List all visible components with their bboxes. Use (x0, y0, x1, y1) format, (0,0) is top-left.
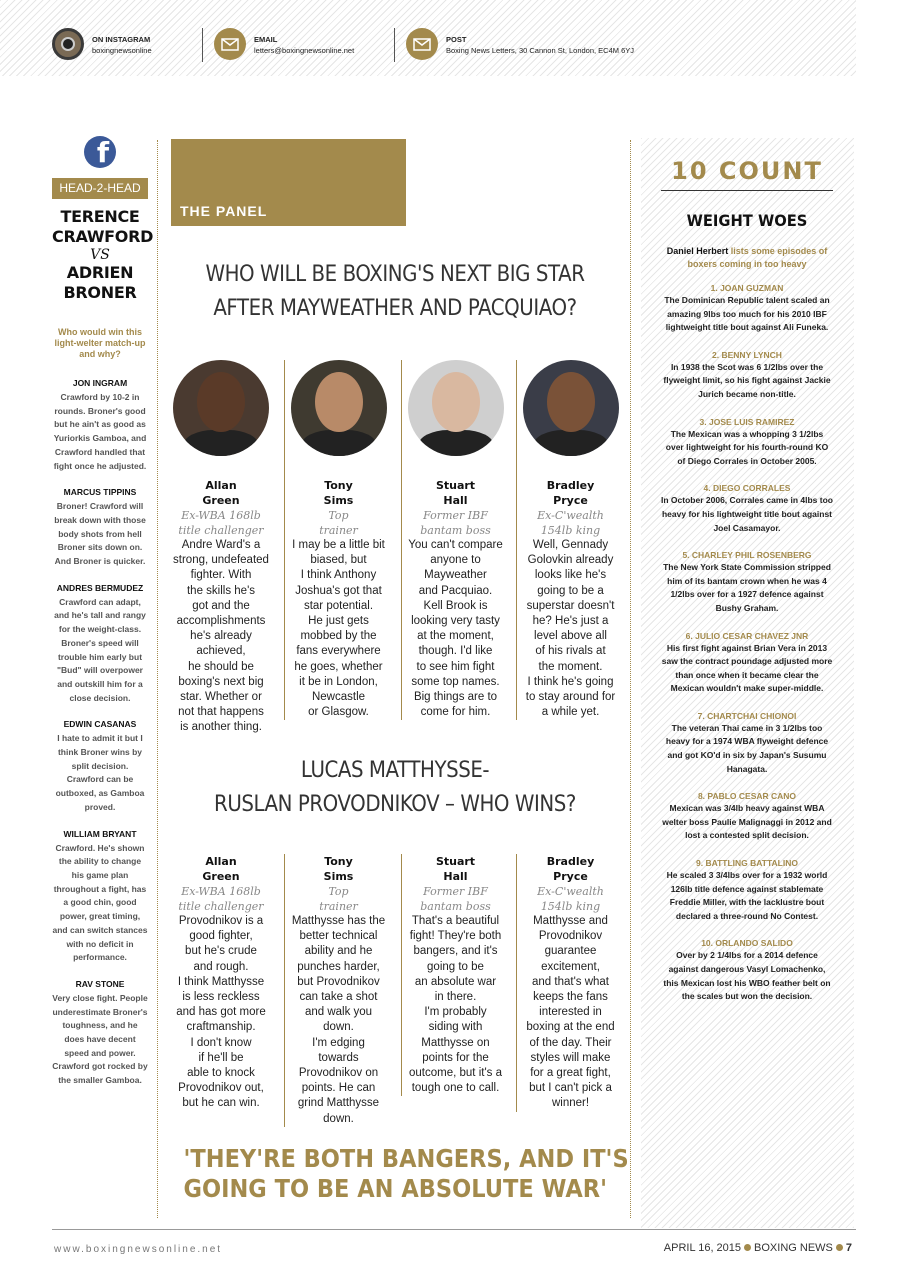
panelist-answer-line: fans everywhere (296, 645, 381, 658)
panelist-answer-line: he's already (190, 630, 252, 643)
fighter1-first: TERENCE (60, 207, 140, 226)
panelist-role: Ex-WBA 168lb (181, 885, 261, 898)
panelist-answer-line: interested in (539, 1006, 602, 1019)
panelist-answer-line: I think he's going (527, 675, 614, 688)
issue-date: APRIL 16, 2015 (663, 1242, 742, 1254)
ten-count-item-head: 8. PABLO CESAR CANO (697, 791, 797, 802)
panelist-answer-line: excitement, (541, 960, 600, 973)
panelist-name: Allan (205, 855, 237, 868)
instagram-icon (52, 28, 84, 60)
panelist-answer-line: keeps the fans (533, 991, 608, 1004)
ten-count-item-head: 9. BATTLING BATTALINO (696, 858, 798, 869)
panelist-role: Ex-C'wealth (537, 509, 604, 522)
question-2-line: RUSLAN PROVODNIKOV – WHO WINS? (214, 792, 576, 817)
panelist-answer-line: styles will make (530, 1051, 611, 1064)
panelist-role: Ex-C'wealth (537, 885, 604, 898)
panelist-answer-line: if he'll be (198, 1051, 244, 1064)
question-2 (184, 754, 607, 822)
reader-name: WILLIAM BRYANT (63, 828, 137, 839)
panelist-name: Pryce (553, 870, 588, 883)
ten-count-item-head: 4. DIEGO CORRALES (703, 483, 791, 494)
panelist-role: title challenger (178, 900, 264, 913)
reader-name: RAV STONE (75, 978, 125, 989)
ten-count-item-head: 10. ORLANDO SALIDO (701, 938, 793, 949)
panelist-role: bantam boss (420, 900, 491, 913)
panelist-answer-line: guarantee (544, 945, 597, 958)
panelist-column (167, 854, 275, 1112)
panelist-role: Top (328, 509, 349, 522)
panelist-role: Former IBF (423, 509, 488, 522)
panelist-name: Pryce (553, 494, 588, 507)
reader-text: Very close fight. People underestimate Broner's toughness, and he does have decent speed and power. Crawford got rocked by the smaller Gamboa. (52, 992, 148, 1086)
panelist-answer-line: grind Matthysse (297, 1097, 380, 1110)
ten-count-item (661, 416, 833, 469)
panelist-answer-line: better technical (299, 930, 378, 943)
panelist-answer-line: but he's crude (185, 945, 257, 958)
panelist-column (401, 854, 509, 1096)
ten-count-item-text: The New York State Commission stripped him of its bantam crown when he was 4 1/2lbs over for a 1927 defence against Bushy Graham. (663, 562, 831, 613)
panelist-answer-line: I may be a little bit (292, 539, 385, 551)
panelist-answer-line: able to knock (187, 1067, 255, 1080)
reader-answer (52, 719, 148, 814)
panelist-answer-line: Matthysse on (421, 1036, 490, 1049)
question-1-line: WHO WILL BE BOXING'S NEXT BIG STAR (205, 262, 585, 287)
ten-count-item (661, 710, 833, 776)
instagram-handle[interactable]: boxingnewsonline (92, 46, 152, 55)
ten-count-item-head: 5. CHARLEY PHIL ROSENBERG (682, 550, 812, 561)
ten-count-item-text: The Mexican was a whopping 3 1/2lbs over lightweight for his fourth-round KO of Diego Corrales in October 2005. (665, 428, 829, 466)
panelist-answer-line: is less reckless (182, 991, 260, 1004)
panelist-answer-line: winner! (551, 1097, 590, 1110)
panelist-answer-line: Provodnikov (538, 930, 603, 943)
panelist-answer-line: fight! They're both (409, 930, 502, 943)
panelist-answer-line: Big things are to (413, 691, 498, 704)
panelist-answer-line: looks like he's (534, 569, 607, 582)
footer-url[interactable]: www.boxingnewsonline.net (54, 1244, 223, 1255)
panelist-name: Bradley (546, 855, 595, 868)
panelist-name: Hall (443, 870, 468, 883)
fighter2-first: ADRIEN (66, 263, 134, 282)
panelist-name: Green (202, 870, 240, 883)
panelist-answer-line: superstar doesn't (526, 599, 615, 612)
panelist-answer-line: star potential. (303, 599, 374, 612)
ten-count-item (661, 790, 833, 843)
panelist-column (401, 360, 509, 720)
pull-quote-line: GOING TO BE AN ABSOLUTE WAR' (183, 1174, 608, 1203)
panelist-answer-line: it be in London, (299, 675, 378, 688)
panelist-answer-line: I think Anthony (300, 569, 377, 582)
panelist-answer-line: Andre Ward's a (181, 539, 261, 551)
panelist-name: Sims (323, 494, 354, 507)
page-info (664, 1242, 852, 1254)
panelist-answer-line: punches harder, (297, 960, 380, 973)
panelist-column (516, 854, 624, 1112)
panelist-answer-line: can take a shot (299, 991, 378, 1004)
panelist-answer-line: of the day. Their (529, 1036, 612, 1049)
panelist-answer-line: Provodnikov is a (178, 915, 264, 927)
question-1 (184, 258, 607, 326)
panelist-answer-line: got and the (192, 599, 250, 612)
panelist-answer-line: star. Whether or (180, 691, 262, 704)
ten-count-item-text: In 1938 the Scot was 6 1/2lbs over the flyweight limit, so his fight against Jackie Jurich became non-title. (663, 361, 831, 399)
reader-answers (52, 378, 148, 1088)
question-1-line: AFTER MAYWEATHER AND PACQUIAO? (213, 296, 577, 321)
panelist-answer-line: is another thing. (180, 721, 262, 734)
ten-count-title: 10 COUNT (661, 156, 833, 191)
panelist-answer-line: of his rivals at (535, 645, 606, 658)
ten-count-item-text: In October 2006, Corrales came in 4lbs too heavy for his lightweight title bout against Joel Casamayor. (661, 495, 833, 533)
panelist-answer-line: I don't know (190, 1036, 252, 1049)
panelist-answer-line: I'm edging (312, 1036, 365, 1049)
footer-rule (52, 1229, 856, 1230)
intro-text: lists some episodes of boxers coming in too heavy (687, 246, 828, 269)
post-label: POST (446, 35, 467, 44)
ten-count-item-text: He scaled 3 3/4lbs over for a 1932 world 126lb title defence against stablemate Freddie Miller, with the lacklustre bout declared a three-round No Contest. (666, 870, 828, 921)
panelist-name: Stuart (435, 855, 476, 868)
contact-bar (0, 0, 856, 76)
panelist-answer-line: the skills he's (186, 584, 256, 597)
panelist-answer-line: and Pacquiao. (418, 584, 493, 597)
panelist-photo (291, 360, 387, 456)
head-2-head-column (52, 136, 154, 1102)
head-2-head-tag: HEAD-2-HEAD (52, 178, 148, 199)
panelist-answer-line: towards (318, 1051, 359, 1064)
panelist-answer-line: down. (323, 1112, 354, 1125)
panelist-answer-line: down. (323, 1021, 354, 1034)
panelist-name: Bradley (546, 479, 595, 492)
question-2-line: LUCAS MATTHYSSE- (300, 758, 490, 783)
panelist-role: Ex-WBA 168lb (181, 509, 261, 522)
instagram-contact (52, 28, 152, 60)
post-icon (406, 28, 438, 60)
email-icon (214, 28, 246, 60)
pull-quote-line: 'THEY'RE BOTH BANGERS, AND IT'S (183, 1144, 629, 1173)
panelist-name: Tony (324, 855, 353, 868)
panelist-answer-line: tough one to call. (411, 1082, 500, 1095)
panel-header (171, 139, 406, 226)
panelist-answer-line: points for the (422, 1051, 489, 1064)
panelist-answer-line: but he can win. (182, 1097, 260, 1110)
ten-count-item-head: 7. CHARTCHAI CHIONOI (697, 710, 797, 721)
panelist-column (167, 360, 275, 736)
panelist-name: Tony (324, 479, 353, 492)
panelist-name: Hall (443, 494, 468, 507)
ten-count-item-head: 2. BENNY LYNCH (712, 349, 782, 360)
panelist-answer-line: Mayweather (424, 569, 487, 582)
panelist-answer-line: or Glasgow. (308, 706, 369, 719)
panelist-answer-line: Kell Brook is (423, 599, 488, 612)
panelist-answer-line: Well, Gennady (532, 539, 609, 551)
head-2-head-question: Who would win this light-welter match-up and why? (54, 327, 146, 359)
ten-count-item-head: 3. JOSE LUIS RAMIREZ (699, 416, 795, 427)
panelist-answer-line: boxing's next big (178, 675, 264, 688)
panelist-name: Green (202, 494, 240, 507)
panelist-answer-line: Matthysse and (533, 915, 608, 927)
panelist-answer-line: You can't compare (408, 539, 503, 551)
panelist-answer-line: some top names. (411, 675, 500, 688)
panelist-role: bantam boss (420, 524, 491, 537)
panelist-answer-line: Matthysse has the (291, 915, 386, 927)
panelist-answer-line: craftmanship. (186, 1021, 256, 1034)
panelist-answer-line: mobbed by the (300, 630, 377, 643)
author-name: Daniel Herbert (666, 246, 729, 256)
reader-answer (52, 979, 148, 1088)
page-number: 7 (845, 1242, 852, 1254)
reader-name: ANDRES BERMUDEZ (56, 582, 144, 593)
magazine-name: BOXING NEWS (754, 1242, 833, 1254)
panelist-name: Stuart (435, 479, 476, 492)
panelist-role: 154lb king (540, 900, 601, 913)
panelist-answer-line: going to be a (537, 584, 604, 597)
ten-count-sidebar (641, 138, 854, 1228)
panelist-answer-line: achieved, (196, 645, 246, 658)
ten-count-item (661, 282, 833, 335)
panelist-answer-line: anyone to (430, 554, 481, 567)
weight-woes-title: WEIGHT WOES (686, 211, 808, 230)
panelist-answer-line: he should be (188, 660, 254, 673)
email-contact (214, 28, 354, 60)
reader-text: I hate to admit it but I think Broner wins by split decision. Crawford can be outboxed, as Gamboa proved. (55, 733, 145, 812)
panelist-answer-line: Joshua's got that (295, 584, 382, 597)
reader-text: Crawford by 10-2 in rounds. Broner's good but he ain't as good as Yuriorkis Gamboa, and Crawford handled that fight once he adjusted. (53, 392, 147, 471)
panelist-answer-line: and rough. (193, 960, 249, 973)
facebook-icon[interactable]: f (84, 136, 116, 168)
ten-count-item (661, 937, 833, 1003)
reader-name: MARCUS TIPPINS (63, 487, 137, 498)
vs-label: VS (90, 247, 110, 263)
ten-count-item (661, 482, 833, 535)
ten-count-item-text: The veteran Thai came in 3 1/2lbs too heavy for a 1974 WBA flyweight defence and got KO'd in six by Japan's Susumu Hanagata. (665, 722, 829, 774)
panelist-answer-line: come for him. (420, 706, 491, 719)
ten-count-item-text: Mexican was 3/4lb heavy against WBA welter boss Paulie Malignaggi in 2012 and lost a contested split decision. (662, 803, 832, 841)
reader-text: Broner! Crawford will break down with those body shots from hell Broner sits down on. And Broner is quicker. (54, 501, 146, 567)
panelist-answer-line: at the moment, (417, 630, 494, 643)
panelist-name: Allan (205, 479, 237, 492)
panelist-answer-line: That's a beautiful (411, 915, 500, 927)
panelist-answer-line: siding with (428, 1021, 483, 1034)
fighter1-last: CRAWFORD (52, 227, 154, 246)
panelist-answer-line: in there. (434, 991, 477, 1004)
ten-count-intro (661, 245, 833, 270)
ten-count-item-text: The Dominican Republic talent scaled an amazing 9lbs too much for his 2010 IBF lightweight title bout against Ali Funeka. (664, 295, 830, 333)
panelist-answer-line: an absolute war (414, 975, 497, 988)
ten-count-list (661, 282, 833, 1004)
panelist-answer-line: good fighter, (189, 930, 253, 943)
ten-count-item-text: His first fight against Brian Vera in 2013 saw the contract poundage adjusted more than once when it became clear the Mexican wouldn't make super-middle. (661, 642, 833, 694)
panelist-role: 154lb king (540, 524, 601, 537)
panelist-answer-line: to see him fight (416, 660, 495, 673)
panelist-answer-line: outcome, but it's a (409, 1067, 502, 1080)
panelist-answer-line: ability and he (304, 945, 373, 958)
panelist-answer-line: bangers, and it's (413, 945, 498, 958)
email-address[interactable]: letters@boxingnewsonline.net (254, 46, 355, 55)
panelist-role: Former IBF (423, 885, 488, 898)
panelist-answer-line: Newcastle (311, 691, 366, 704)
reader-text: Crawford. He's shown the ability to change his game plan throughout a fight, has a good chin, good power, great timing, and can switch stances with no deficit in performance. (52, 842, 148, 963)
ten-count-item (661, 857, 833, 923)
email-label: EMAIL (254, 35, 278, 44)
panelist-answer-line: looking very tasty (411, 615, 500, 628)
fighter2-last: BRONER (63, 283, 137, 302)
divider (157, 140, 158, 1218)
panelist-answer-line: boxing at the end (526, 1021, 615, 1034)
reader-text: Crawford can adapt, and he's tall and rangy for the weight-class. Broner's speed will trouble him early but "Bud" will overpower and outskill him for a close decision. (54, 596, 146, 703)
panelist-answer-line: and that's what (532, 975, 609, 988)
panelist-answer-line: fighter. With (190, 569, 252, 582)
reader-answer (52, 487, 148, 569)
ten-count-item-head: 6. JULIO CESAR CHAVEZ JNR (685, 630, 809, 641)
panelist-answer-line: but Provodnikov (297, 975, 380, 988)
panelist-answer-line: level above all (534, 630, 607, 643)
panelist-answer-line: he goes, whether (294, 660, 383, 673)
panelist-column (284, 360, 392, 720)
panelist-photo (173, 360, 269, 456)
panelist-role: title challenger (178, 524, 264, 537)
panelist-role: Top (328, 885, 349, 898)
reader-name: JON INGRAM (72, 378, 128, 388)
panelist-answer-line: but I can't pick a (529, 1082, 612, 1095)
panelist-answer-line: and has got more (176, 1006, 266, 1019)
panelist-answer-line: the moment. (538, 660, 603, 673)
ten-count-item (661, 349, 833, 402)
panelist-answer-line: He just gets (308, 615, 369, 628)
reader-answer (52, 583, 148, 706)
panelist-answer-line: strong, undefeated (173, 554, 269, 567)
pull-quote (183, 1144, 629, 1204)
panelist-answer-line: to stay around for (525, 691, 616, 704)
panelist-answer-line: a while yet. (541, 706, 600, 719)
post-contact (406, 28, 634, 60)
reader-name: EDWIN CASANAS (63, 719, 137, 730)
ten-count-item (661, 630, 833, 696)
divider (630, 140, 631, 1218)
panelist-answer-line: though. I'd like (418, 645, 493, 658)
ten-count-item-head: 1. JOAN GUZMAN (710, 283, 784, 293)
post-address: Boxing News Letters, 30 Cannon St, London, EC4M 6YJ (446, 46, 635, 55)
panelist-name: Sims (323, 870, 354, 883)
panelist-answer-line: accomplishments (176, 615, 266, 628)
panelist-answer-line: for a great fight, (530, 1067, 611, 1080)
ten-count-item-text: Over by 2 1/4lbs for a 2014 defence against dangerous Vasyl Lomachenko, this Mexican lost his WBO feather belt on the scales but won the decision. (663, 950, 831, 1002)
panelist-answer-line: I think Matthysse (177, 975, 265, 988)
panelist-answer-line: he? He's just a (532, 615, 609, 628)
panel-label: THE PANEL (180, 203, 268, 219)
panelist-answer-line: points. He can (301, 1082, 376, 1095)
instagram-label: ON INSTAGRAM (92, 35, 151, 44)
panelist-photo (523, 360, 619, 456)
panelist-answer-line: and walk you (304, 1006, 373, 1019)
panelist-answer-line: Provodnikov on (298, 1067, 379, 1080)
panelist-answer-line: biased, but (310, 554, 367, 567)
reader-answer (52, 829, 148, 965)
panelist-role: trainer (319, 524, 358, 537)
panelist-answer-line: Golovkin already (527, 554, 614, 567)
panelist-answer-line: I'm probably (424, 1006, 487, 1019)
panelist-photo (408, 360, 504, 456)
panelist-role: trainer (319, 900, 358, 913)
reader-answer (52, 378, 148, 473)
ten-count-item (661, 549, 833, 615)
panelist-answer-line: Provodnikov out, (178, 1082, 264, 1095)
panelist-column (516, 360, 624, 720)
panelist-answer-line: going to be (427, 960, 484, 973)
panelist-column (284, 854, 392, 1127)
panelist-answer-line: not that happens (178, 706, 264, 719)
